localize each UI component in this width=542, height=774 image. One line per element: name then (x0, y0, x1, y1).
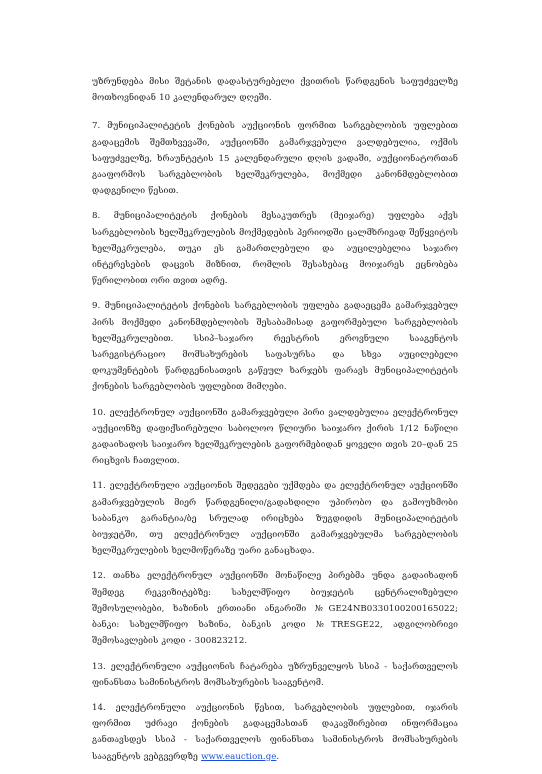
paragraph-7: 7. მუნიციპალიტეტის ქონების აუქციონის ფორმით სარგებლობის უფლებით გადაცემის შემთხვევაში, აუქციონში გამარჯვებული ვალდებულია, ოქმის საფუძველზე, ხრაუნტეტის 15 კალენდარული დღის ვადაში, აუქციონატორთან გააფორმოს სარგებლობის ხელშეკრულება, მოქმედი კანონმდებლობით დადგენილი წესით. (92, 121, 458, 197)
paragraph-12: 12. თანხა ელექტრონულ აუქციონში მონაწილე პირებმა უნდა გადაიხადონ შემდეგ რეკვიზიტებზე: სახელმწიფო ბიუჯეტის ცენტრალიზებული შემოსულობები, ხაზინის ერთიანი ანგარიში №GE24NB0330100200165022; ბანკი: სახელმწიფო ხაზინა, ბანკის კოდი №TRESGE22, ადგილობრივი შემოსავლების კოდი - 300823212. (92, 571, 458, 647)
document-body (92, 74, 458, 774)
paragraph-11: 11. ელექტრონული აუქციონის შედეგები უქმდება და ელექტრონულ აუქციონში გამარჯვებულის მიერ წარდგენილი/გადახდილი უპირობო და გამოუხმობი საბანკო გარანტია/ბე სრულად ირიცხება ზუგდიდის მუნიციპალიტეტის ბიუჯეტში, თუ ელექტრონულ აუქციონში გამარჯვებულმა სარგებლობის ხელშეკრულების ხელმოწერაზე უარი განაცხადა. (92, 481, 458, 557)
paragraph-8: 8. მუნიციპალიტეტის ქონების მესაკუთრეს (მეიჯარე) უფლება აქვს სარგებლობის ხელშეკრულების მოქმედების პერიოდში ცალმხრივად შეწყვიტოს ხელშეკრულება, თუკი ეს გამართლებული და აუცილებელია საჯარო ინტერესების დაცვის მიზნით, რომლის შესახებაც მოიჯარეს ეცნობება წერილობით ორი თვით ადრე. (92, 211, 458, 287)
eauction-link[interactable]: www.eauction.ge (201, 751, 277, 762)
paragraph-14 (92, 700, 458, 765)
paragraph-intro: უზრუნდება მისი შეტანის დადასტურებელი ქვითრის წარდგენის საფუძველზე მოთხოვნიდან 10 კალენდარულ დღეში. (92, 77, 458, 104)
paragraph-10: 10. ელექტრონულ აუქციონში გამარჯვებული პირი ვალდებულია ელექტრონულ აუქციონზე დაფიქსირებული საბოლოო წლიური საიჯარო ქირის 1/12 ნაწილი გადაიხადოს საიჯარო ხელშეკრულების გაფორმებიდან ყოველი თვის 20–დან 25 რიცხვის ჩათვლით. (92, 407, 458, 467)
paragraph-14-tail: . (276, 751, 280, 762)
paragraph-14-text: 14. ელექტრონული აუქციონის წესით, სარგებლობის უფლებით, იჯარის ფორმით უძრავი ქონების გადაცემასთან დაკავშირებით ინფორმაცია განთავსდეს სსიპ - საქართველოს ფინანსთა სამინისტროს მომსახურების სააგენტოს ვებგვერდზე (92, 702, 458, 762)
paragraph-13: 13. ელექტრონული აუქციონის ჩატარება უზრუნველყოს სსიპ - საქართველოს ფინანსთა სამინისტროს მომსახურების სააგენტომ. (92, 661, 458, 688)
paragraph-9: 9. მუნიციპალიტეტის ქონების სარგებლობის უფლება გადაეცემა გამარჯვებულ პირს მოქმედი კანონმდებლობის შესაბამისად გაფორმებული სარგებლობის ხელშეკრულებით. სსიპ–საჯარო რეესტრის ეროვნული სააგენტოს სარეგისტრაციო მომსახურების საფასურსა და სხვა აუცილებელი დოკუმენტების წარდგენისათვის გაწეულ ხარჯებს ფარავს მუნიციპალიტეტის ქონების სარგებლობის უფლებით მიმღები. (92, 301, 458, 393)
